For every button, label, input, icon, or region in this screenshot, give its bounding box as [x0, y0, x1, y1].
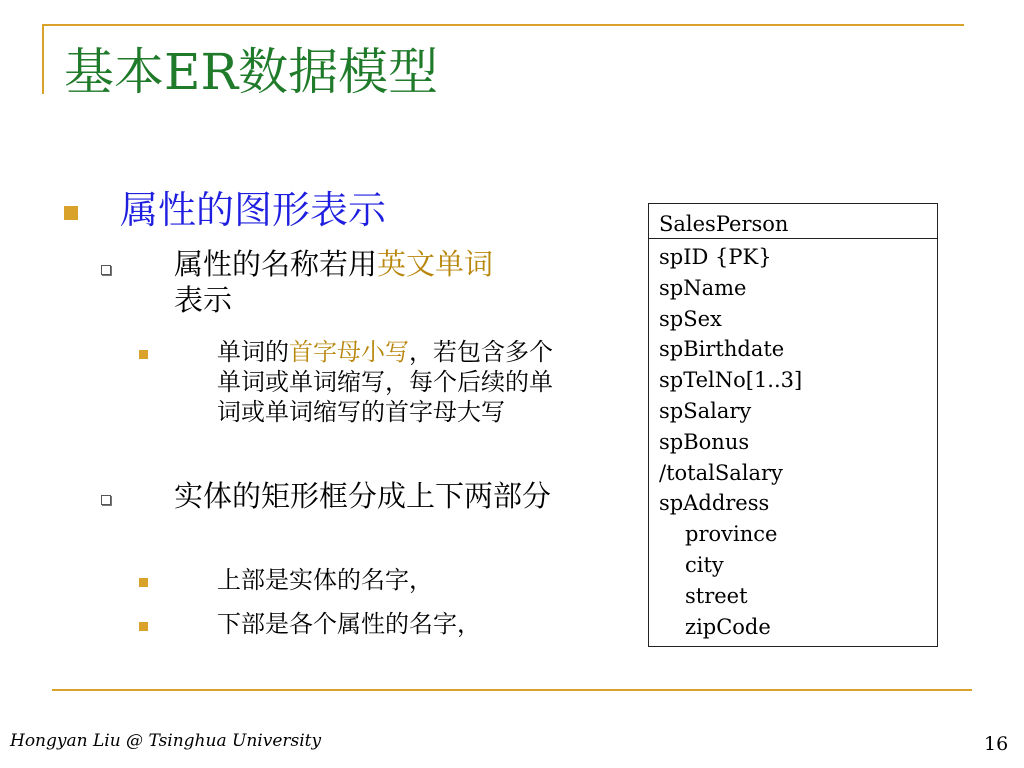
- sub-point-camelcase: [217, 337, 567, 427]
- attribute-list: [649, 239, 937, 642]
- hollow-square-bullet-icon: [101, 495, 111, 505]
- sub-attribute-item: city: [685, 552, 724, 577]
- sub-attribute-item: province: [685, 522, 778, 547]
- sub-point-text: 单词的: [217, 338, 289, 366]
- attribute-item: spSalary: [659, 398, 752, 423]
- slide-title: 基本ER数据模型: [64, 43, 439, 101]
- bullet-square-icon: [64, 206, 78, 220]
- point-highlight: 英文单词: [377, 247, 494, 281]
- top-rule: [42, 24, 964, 26]
- heading-bullet: 属性的图形表示: [120, 188, 387, 232]
- sub-point-text-end: ，若包含多个单词或单词缩写，每个后续的单词或单词缩写的首字母大写: [217, 338, 553, 426]
- footer-credit: Hongyan Liu @ Tsinghua University: [10, 731, 322, 751]
- hollow-square-bullet-icon: [101, 265, 111, 275]
- attribute-item: spID {PK}: [659, 245, 772, 269]
- sub-point-highlight: 首字母小写: [289, 338, 409, 366]
- point-text-end: 表示: [174, 283, 233, 317]
- small-square-bullet-icon: [139, 622, 148, 631]
- sub-point-lower-part: 下部是各个属性的名字，: [217, 610, 481, 638]
- point-text: 属性的名称若用: [174, 247, 378, 281]
- attribute-item: spBonus: [659, 429, 750, 454]
- point-entity-box: 实体的矩形框分成上下两部分: [174, 479, 552, 513]
- small-square-bullet-icon: [139, 578, 148, 587]
- small-square-bullet-icon: [139, 350, 148, 359]
- sub-point-upper-part: 上部是实体的名字，: [217, 566, 433, 594]
- page-number: 16: [984, 733, 1009, 755]
- attribute-item: spSex: [659, 306, 722, 331]
- point-attribute-naming: [174, 246, 594, 318]
- attribute-item: spTelNo[1..3]: [659, 368, 803, 393]
- bottom-rule: [52, 689, 972, 691]
- entity-name: SalesPerson: [649, 204, 937, 239]
- sub-attribute-item: zipCode: [685, 614, 771, 639]
- attribute-item: spName: [659, 275, 747, 300]
- left-rule: [42, 24, 44, 94]
- attribute-item: /totalSalary: [659, 460, 783, 485]
- attribute-item: spBirthdate: [659, 337, 785, 362]
- entity-box: [648, 203, 938, 647]
- attribute-item: spAddress: [659, 491, 770, 516]
- sub-attribute-item: street: [685, 583, 748, 608]
